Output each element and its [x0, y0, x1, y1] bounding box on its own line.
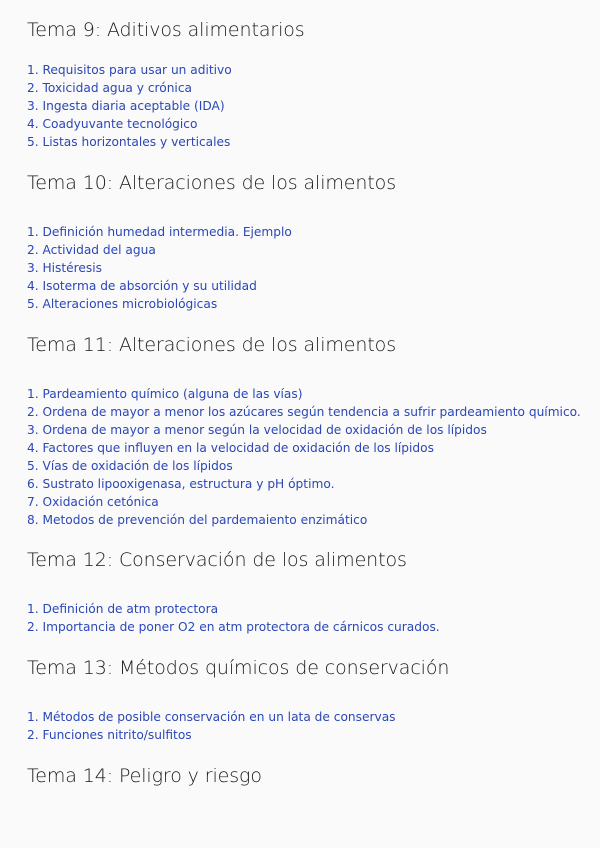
question-list: [27, 385, 581, 529]
section-title: Tema 13: Métodos químicos de conservación: [27, 657, 450, 679]
list-item: 2. Ordena de mayor a menor los azúcares según tendencia a sufrir pardeamiento químico.: [27, 405, 581, 419]
list-item: 6. Sustrato lipooxigenasa, estructura y pH óptimo.: [27, 477, 335, 491]
list-item: 5. Vías de oxidación de los lípidos: [27, 459, 233, 473]
list-item: 2. Importancia de poner O2 en atm protectora de cárnicos curados.: [27, 620, 440, 634]
question-list: [27, 708, 396, 744]
list-item: 1. Pardeamiento químico (alguna de las vías): [27, 387, 303, 401]
section-title: Tema 9: Aditivos alimentarios: [27, 19, 305, 41]
section-title: Tema 12: Conservación de los alimentos: [27, 549, 407, 571]
list-item: 4. Coadyuvante tecnológico: [27, 117, 198, 131]
list-item: 3. Ingesta diaria aceptable (IDA): [27, 99, 225, 113]
section-title: Tema 10: Alteraciones de los alimentos: [27, 172, 397, 194]
list-item: 3. Histéresis: [27, 261, 103, 275]
list-item: 8. Metodos de prevención del pardemaiento enzimático: [27, 513, 368, 527]
list-item: 5. Listas horizontales y verticales: [27, 135, 231, 149]
list-item: 4. Factores que influyen en la velocidad de oxidación de los lípidos: [27, 441, 434, 455]
list-item: 1. Métodos de posible conservación en un lata de conservas: [27, 710, 396, 724]
section-title: Tema 14: Peligro y riesgo: [27, 765, 262, 787]
list-item: 5. Alteraciones microbiológicas: [27, 297, 218, 311]
question-list: [27, 61, 232, 151]
question-list: [27, 223, 292, 313]
list-item: 3. Ordena de mayor a menor según la velocidad de oxidación de los lípidos: [27, 423, 487, 437]
list-item: 1. Requisitos para usar un aditivo: [27, 63, 232, 77]
list-item: 1. Definición de atm protectora: [27, 602, 219, 616]
list-item: 7. Oxidación cetónica: [27, 495, 159, 509]
list-item: 1. Definición humedad intermedia. Ejemplo: [27, 225, 292, 239]
list-item: 4. Isoterma de absorción y su utilidad: [27, 279, 257, 293]
list-item: 2. Toxicidad agua y crónica: [27, 81, 192, 95]
question-list: [27, 600, 440, 636]
section-title: Tema 11: Alteraciones de los alimentos: [27, 334, 397, 356]
list-item: 2. Funciones nitrito/sulfitos: [27, 728, 192, 742]
list-item: 2. Actividad del agua: [27, 243, 156, 257]
